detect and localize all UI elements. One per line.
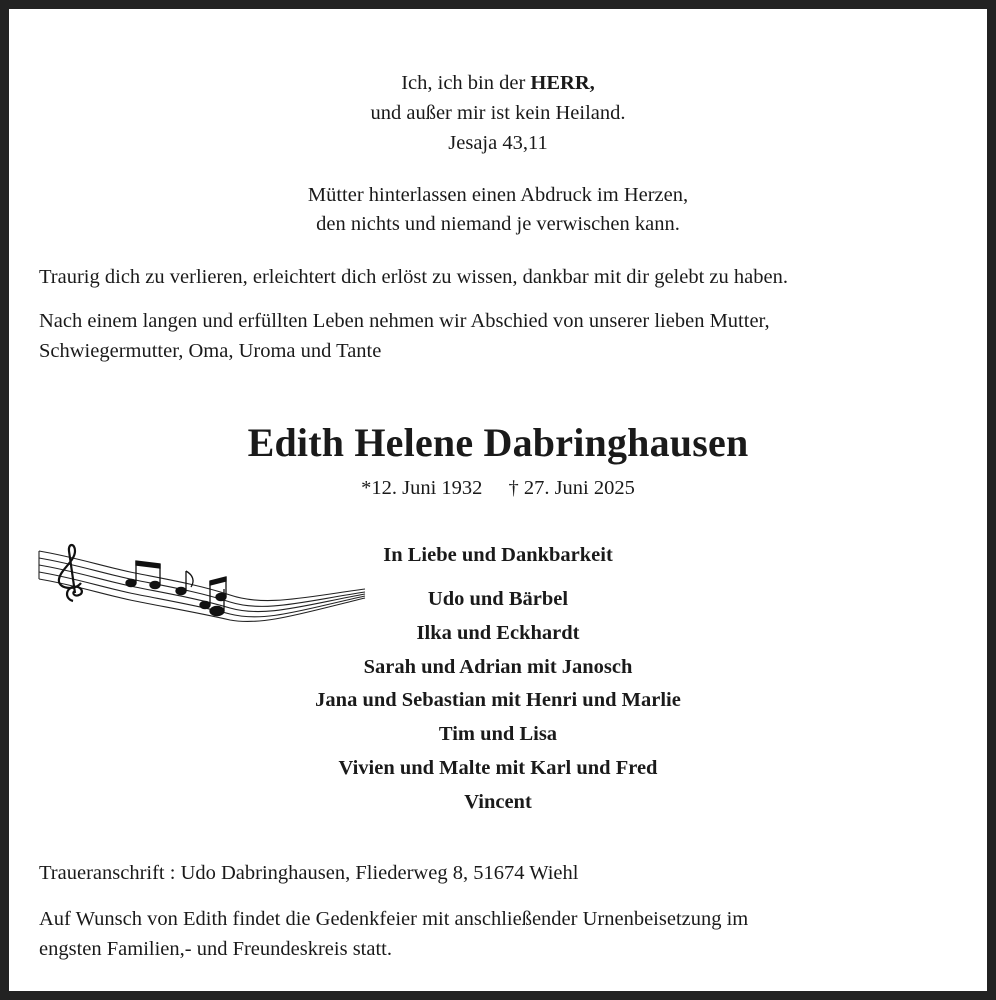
music-staff-icon (35, 531, 380, 626)
intro-line-1: Traurig dich zu verlieren, erleichtert dich erlöst zu wissen, dankbar mit dir gelebt zu haben. (39, 266, 788, 288)
quote-line-2: den nichts und niemand je verwischen kann. (316, 213, 680, 235)
verse-line-2: und außer mir ist kein Heiland. (370, 102, 626, 124)
mourner-name: Udo und Bärbel (427, 588, 569, 610)
mourner-name: Ilka und Eckhardt (416, 622, 580, 644)
mourner-name: Sarah und Adrian mit Janosch (363, 656, 633, 678)
mourner-name: Vincent (464, 791, 532, 813)
notice-line-1: Auf Wunsch von Edith findet die Gedenkfeier mit anschließender Urnenbeisetzung im (39, 908, 749, 930)
intro-line-3: Schwiegermutter, Oma, Uroma und Tante (39, 340, 382, 362)
notice-line-2: engsten Familien,- und Freundeskreis statt. (39, 938, 392, 960)
deceased-name: Edith Helene Dabringhausen (247, 420, 749, 465)
mourner-name: Vivien und Malte mit Karl und Fred (338, 757, 658, 779)
quote-line-1: Mütter hinterlassen einen Abdruck im Herzen, (307, 184, 689, 206)
intro-line-2: Nach einem langen und erfüllten Leben nehmen wir Abschied von unserer lieben Mutter, (39, 310, 770, 332)
verse-reference: Jesaja 43,11 (448, 132, 548, 154)
mourning-address: Traueranschrift : Udo Dabringhausen, Fliederweg 8, 51674 Wiehl (39, 862, 579, 884)
verse-emphasis: HERR, (530, 72, 595, 94)
mourners-heading: In Liebe und Dankbarkeit (383, 544, 613, 566)
verse-line-1 (9, 73, 987, 94)
mourner-name: Tim und Lisa (438, 723, 558, 745)
death-date: † 27. Juni 2025 (508, 477, 635, 499)
birth-date: *12. Juni 1932 (361, 477, 483, 499)
life-dates (9, 478, 987, 499)
mourner-name: Jana und Sebastian mit Henri und Marlie (315, 689, 681, 711)
verse-text: Ich, ich bin der (401, 72, 531, 94)
